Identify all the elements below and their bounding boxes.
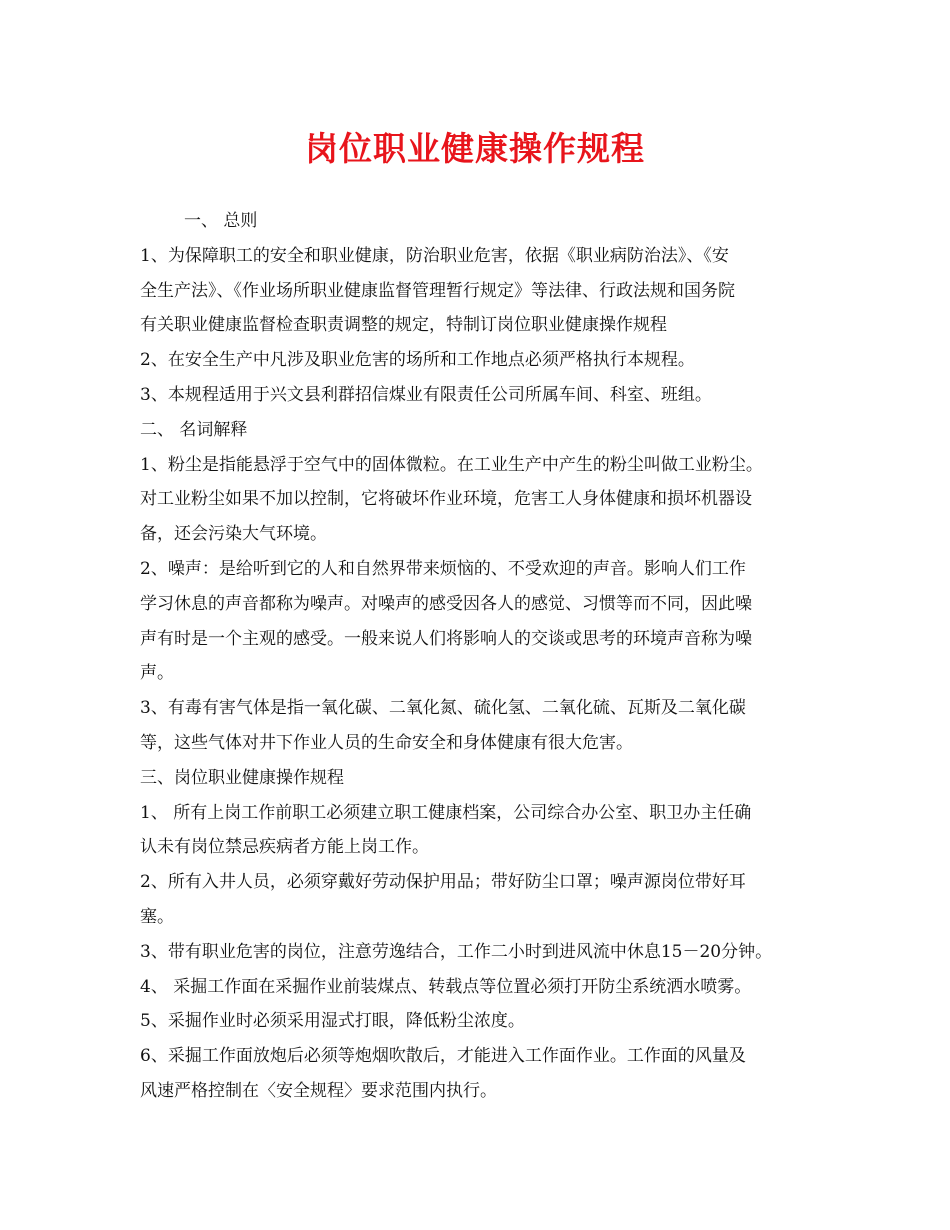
document-body (140, 204, 820, 1109)
paragraph-line: 1、为保障职工的安全和职业健康，防治职业危害，依据《职业病防治法》、《安 (140, 245, 729, 266)
paragraph-line: 学习休息的声音都称为噪声。对噪声的感受因各人的感觉、习惯等而不同，因此噪 (140, 593, 752, 614)
paragraph-line: 有关职业健康监督检查职责调整的规定，特制订岗位职业健康操作规程 (140, 315, 667, 336)
paragraph-line: 全生产法》、《作业场所职业健康监督管理暂行规定》等法律、行政法规和国务院 (140, 280, 735, 301)
paragraph-line: 声有时是一个主观的感受。一般来说人们将影响人的交谈或思考的环境声音称为噪 (140, 628, 752, 649)
section-heading-definitions: 二、 名词解释 (140, 419, 248, 440)
paragraph-line: 5、采掘作业时必须采用湿式打眼，降低粉尘浓度。 (140, 1011, 525, 1032)
document-title: 岗位职业健康操作规程 (305, 129, 645, 168)
paragraph-line: 声。 (140, 663, 174, 684)
paragraph-line: 4、 采掘工作面在采掘作业前装煤点、转载点等位置必须打开防尘系统洒水喷雾。 (140, 976, 752, 997)
paragraph-line: 2、在安全生产中凡涉及职业危害的场所和工作地点必须严格执行本规程。 (140, 350, 695, 371)
paragraph-line: 2、所有入井人员，必须穿戴好劳动保护用品；带好防尘口罩；噪声源岗位带好耳 (140, 872, 746, 893)
section-heading-general: 一、 总则 (184, 211, 258, 231)
section-heading-procedures: 三、岗位职业健康操作规程 (140, 767, 344, 788)
paragraph-line: 1、粉尘是指能悬浮于空气中的固体微粒。在工业生产中产生的粉尘叫做工业粉尘。 (140, 454, 763, 475)
paragraph-line: 2、噪声：是给听到它的人和自然界带来烦恼的、不受欢迎的声音。影响人们工作 (140, 558, 746, 579)
paragraph-line: 对工业粉尘如果不加以控制，它将破坏作业环境，危害工人身体健康和损坏机器设 (140, 489, 752, 510)
paragraph-line: 备，还会污染大气环境。 (140, 524, 327, 545)
paragraph-line: 3、有毒有害气体是指一氧化碳、二氧化氮、硫化氢、二氧化硫、瓦斯及二氧化碳 (140, 698, 746, 719)
paragraph-line: 认未有岗位禁忌疾病者方能上岗工作。 (140, 837, 429, 858)
paragraph-line: 等，这些气体对井下作业人员的生命安全和身体健康有很大危害。 (140, 732, 633, 753)
paragraph-line: 塞。 (140, 906, 174, 927)
paragraph-line: 风速严格控制在〈安全规程〉要求范围内执行。 (140, 1080, 497, 1101)
paragraph-line: 1、 所有上岗工作前职工必须建立职工健康档案，公司综合办公室、职卫办主任确 (140, 802, 752, 823)
paragraph-line: 3、带有职业危害的岗位，注意劳逸结合，工作二小时到进风流中休息15－20分钟。 (140, 941, 773, 962)
paragraph-line: 3、本规程适用于兴文县利群招信煤业有限责任公司所属车间、科室、班组。 (140, 384, 712, 405)
paragraph-line: 6、采掘工作面放炮后必须等炮烟吹散后，才能进入工作面作业。工作面的风量及 (140, 1046, 746, 1067)
